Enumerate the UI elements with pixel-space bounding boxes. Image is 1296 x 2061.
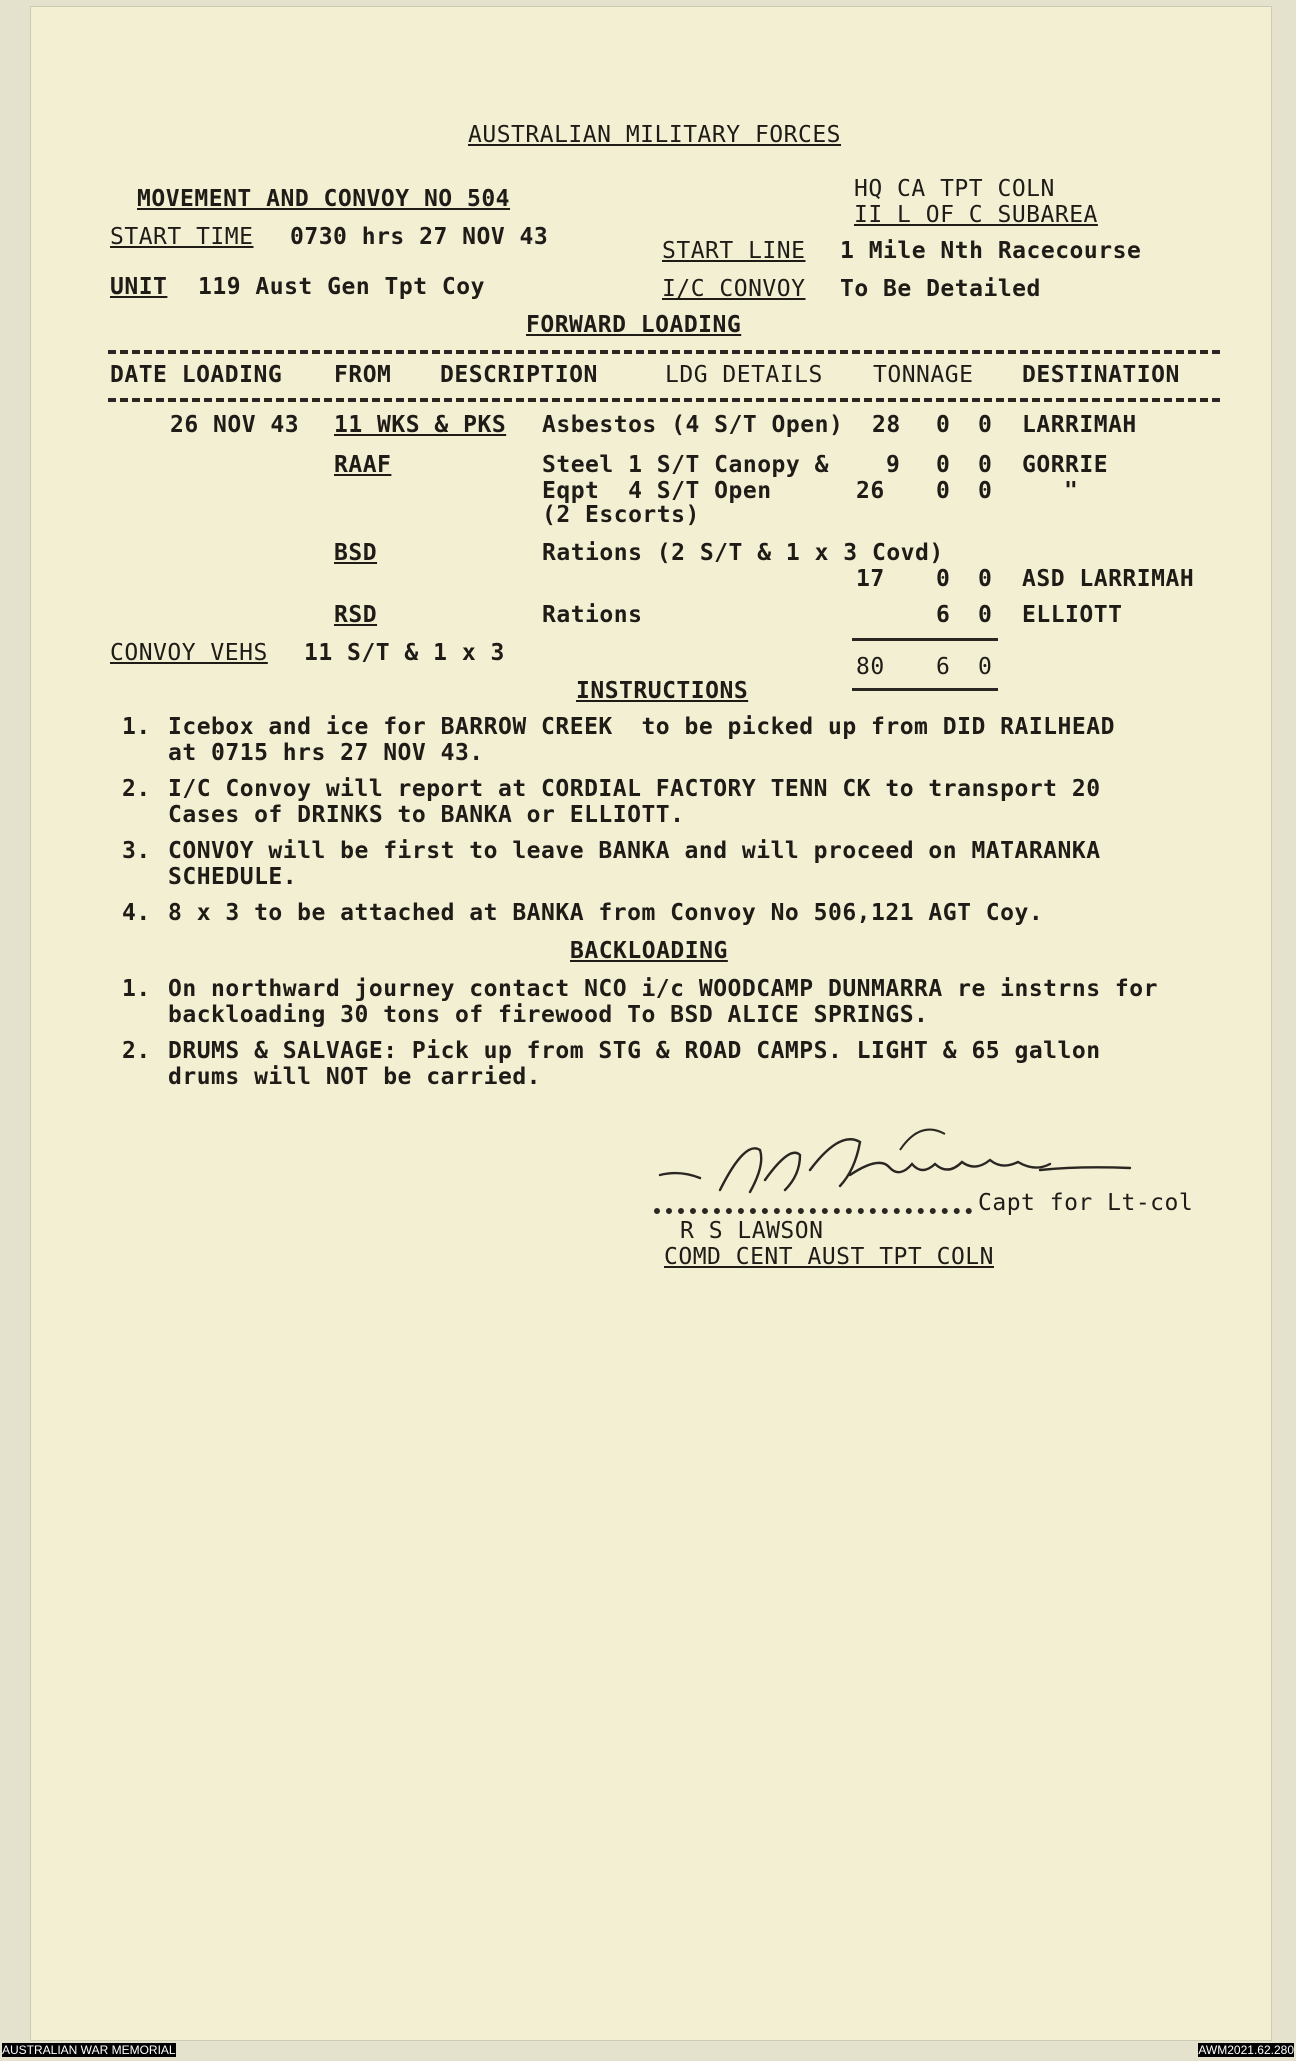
backloading-1-num: 1. — [122, 976, 151, 1002]
row2-tons: 9 — [886, 452, 901, 478]
instruction-3-line1: CONVOY will be first to leave BANKA and will proceed on MATARANKA — [168, 838, 1101, 864]
total-qrs: 0 — [978, 654, 993, 680]
instruction-4-num: 4. — [122, 900, 151, 926]
signature-rank: Capt for Lt-col — [978, 1190, 1194, 1216]
row2-from: RAAF — [334, 452, 392, 478]
row1-qrs: 0 — [978, 412, 993, 438]
instruction-2-line1: I/C Convoy will report at CORDIAL FACTORY TENN CK to transport 20 — [168, 776, 1101, 802]
row1-dest: LARRIMAH — [1022, 412, 1137, 438]
table-header-rule — [108, 398, 1220, 402]
backloading-1-line2: backloading 30 tons of firewood To BSD ALICE SPRINGS. — [168, 1002, 929, 1028]
row3-tons: 26 — [856, 478, 885, 504]
instruction-2-num: 2. — [122, 776, 151, 802]
row7-desc: Rations — [542, 602, 643, 628]
row6-dest: ASD LARRIMAH — [1022, 566, 1195, 592]
row2-cwt: 0 — [936, 452, 951, 478]
row3-cwt: 0 — [936, 478, 951, 504]
row1-cwt: 0 — [936, 412, 951, 438]
total-tons: 80 — [856, 654, 885, 680]
total-top-rule — [852, 638, 998, 641]
row7-cwt: 6 — [936, 602, 951, 628]
signature-title: COMD CENT AUST TPT COLN — [664, 1244, 994, 1270]
start-line-value: 1 Mile Nth Racecourse — [840, 238, 1142, 264]
start-line-label: START LINE — [662, 238, 806, 264]
col-ldg-details: LDG DETAILS — [665, 362, 823, 388]
row1-desc: Asbestos (4 S/T Open) — [542, 412, 844, 438]
total-bottom-rule — [852, 688, 998, 691]
row1-tons: 28 — [872, 412, 901, 438]
footer-source: AUSTRALIAN WAR MEMORIAL — [2, 2043, 176, 2057]
hq-line-1: HQ CA TPT COLN — [854, 176, 1055, 202]
start-time-value: 0730 hrs 27 NOV 43 — [290, 224, 549, 250]
backloading-heading: BACKLOADING — [570, 938, 728, 964]
row7-qrs: 0 — [978, 602, 993, 628]
col-destination: DESTINATION — [1022, 362, 1180, 388]
col-tonnage: TONNAGE — [873, 362, 974, 388]
instructions-heading: INSTRUCTIONS — [576, 678, 749, 704]
footer-reference: AWM2021.62.280 — [1198, 2043, 1294, 2057]
table-top-rule — [108, 350, 1220, 354]
instruction-2-line2: Cases of DRINKS to BANKA or ELLIOTT. — [168, 802, 685, 828]
hq-line-2: II L OF C SUBAREA — [854, 202, 1098, 228]
signature-dotted-line — [654, 1208, 972, 1214]
row3-qrs: 0 — [978, 478, 993, 504]
col-from: FROM — [334, 362, 392, 388]
row6-qrs: 0 — [978, 566, 993, 592]
row2-dest: GORRIE — [1022, 452, 1109, 478]
instruction-3-line2: SCHEDULE. — [168, 864, 298, 890]
row7-from: RSD — [334, 602, 378, 628]
ic-convoy-value: To Be Detailed — [840, 276, 1041, 302]
backloading-2-line1: DRUMS & SALVAGE: Pick up from STG & ROAD CAMPS. LIGHT & 65 gallon — [168, 1038, 1101, 1064]
backloading-2-line2: drums will NOT be carried. — [168, 1064, 542, 1090]
row7-dest: ELLIOTT — [1022, 602, 1123, 628]
row1-from: 11 WKS & PKS — [334, 412, 507, 438]
movement-title: MOVEMENT AND CONVOY NO 504 — [137, 186, 511, 212]
ic-convoy-label: I/C CONVOY — [662, 276, 806, 302]
backloading-2-num: 2. — [122, 1038, 151, 1064]
backloading-1-line1: On northward journey contact NCO i/c WOODCAMP DUNMARRA re instrns for — [168, 976, 1158, 1002]
instruction-3-num: 3. — [122, 838, 151, 864]
instruction-1-line2: at 0715 hrs 27 NOV 43. — [168, 740, 484, 766]
convoy-vehs-value: 11 S/T & 1 x 3 — [304, 640, 505, 666]
col-description: DESCRIPTION — [440, 362, 598, 388]
instruction-1-line1: Icebox and ice for BARROW CREEK to be picked up from DID RAILHEAD — [168, 714, 1115, 740]
row2-desc: Steel 1 S/T Canopy & — [542, 452, 829, 478]
signature-name: R S LAWSON — [680, 1218, 824, 1244]
row6-tons: 17 — [856, 566, 885, 592]
row3-desc: Eqpt 4 S/T Open — [542, 478, 772, 504]
row6-cwt: 0 — [936, 566, 951, 592]
row5-from: BSD — [334, 540, 378, 566]
instruction-1-num: 1. — [122, 714, 151, 740]
row3-dest: " — [1064, 478, 1079, 504]
instruction-4-line1: 8 x 3 to be attached at BANKA from Convoy No 506,121 AGT Coy. — [168, 900, 1044, 926]
row2-qrs: 0 — [978, 452, 993, 478]
start-time-label: START TIME — [110, 224, 254, 250]
total-cwt: 6 — [936, 654, 951, 680]
org-heading: AUSTRALIAN MILITARY FORCES — [468, 122, 842, 148]
unit-label: UNIT — [110, 274, 168, 300]
col-date-loading: DATE LOADING — [110, 362, 283, 388]
row5-desc: Rations (2 S/T & 1 x 3 Covd) — [542, 540, 944, 566]
row1-date: 26 NOV 43 — [170, 412, 300, 438]
forward-loading-heading: FORWARD LOADING — [526, 312, 742, 338]
convoy-vehs-label: CONVOY VEHS — [110, 640, 268, 666]
row4-desc: (2 Escorts) — [542, 502, 700, 528]
unit-value: 119 Aust Gen Tpt Coy — [198, 274, 485, 300]
